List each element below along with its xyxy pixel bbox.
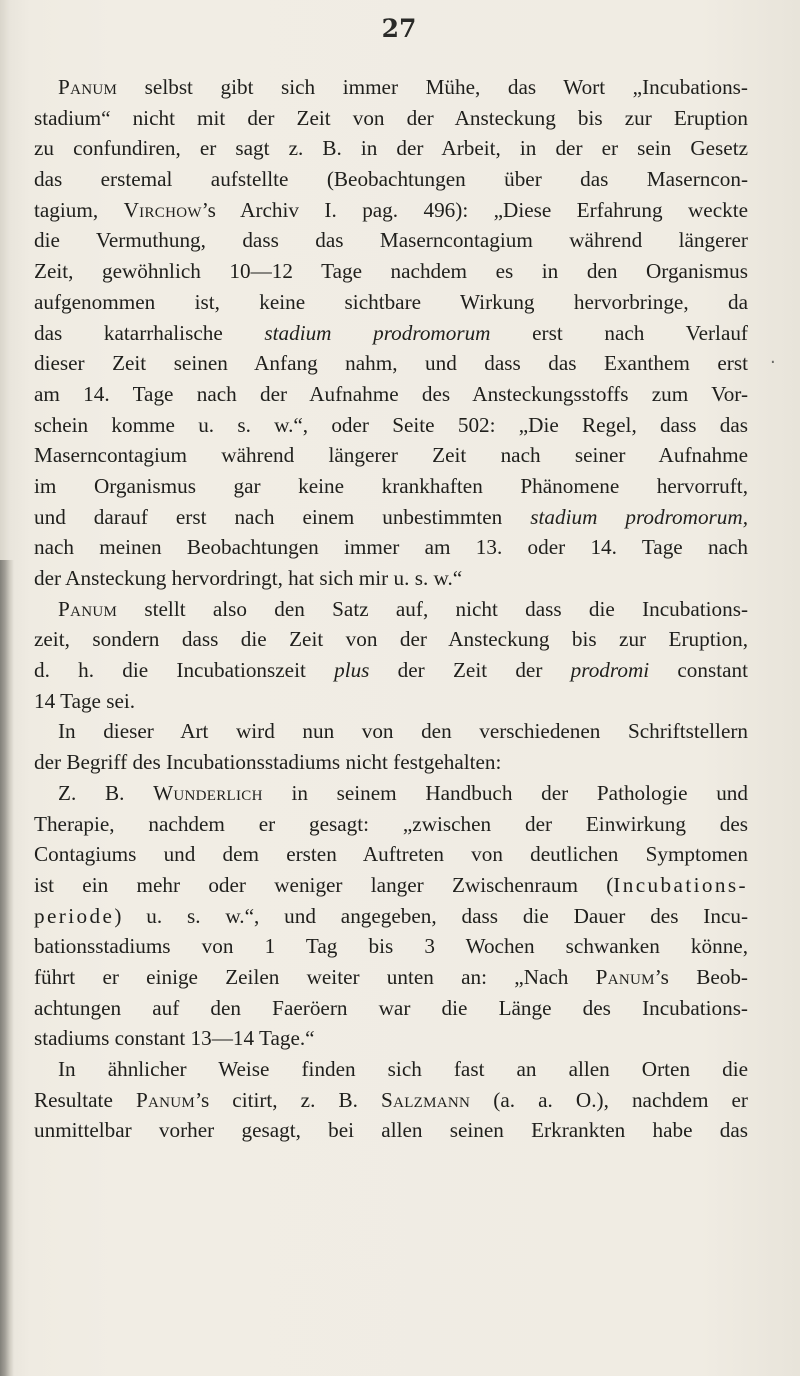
text-segment: zu confundiren, er sagt z. B. in der Arbeit, in der er sein Gesetz bbox=[34, 136, 748, 161]
text-segment: ’s Archiv I. pag. 496): „Diese Erfahrung weckte bbox=[201, 197, 748, 222]
text-segment: 14 Tage sei. bbox=[34, 688, 136, 713]
text-line bbox=[34, 716, 748, 747]
text-segment: ist ein mehr oder weniger langer Zwischenraum ( bbox=[34, 872, 614, 897]
spaced-term: Incubations- bbox=[613, 872, 748, 897]
text-line bbox=[34, 164, 748, 195]
text-line bbox=[34, 225, 748, 256]
text-line bbox=[34, 103, 748, 134]
text-line bbox=[34, 1115, 748, 1146]
author-name: Panum bbox=[135, 1087, 196, 1112]
text-segment: stadiums constant 13—14 Tage.“ bbox=[34, 1026, 315, 1051]
text-segment: Resultate bbox=[34, 1087, 136, 1112]
text-segment: In dieser Art wird nun von den verschiedenen Schriftstellern bbox=[58, 719, 748, 744]
text-segment: dieser Zeit seinen Anfang nahm, und dass das Exanthem erst bbox=[34, 351, 748, 376]
text-segment: die Vermuthung, dass das Maserncontagium während längerer bbox=[34, 228, 748, 253]
text-segment: tagium, bbox=[34, 197, 124, 222]
text-line bbox=[34, 1023, 748, 1054]
text-segment: Zeit, gewöhnlich 10—12 Tage nachdem es in den Organismus bbox=[34, 259, 748, 284]
text-line bbox=[34, 655, 748, 686]
margin-mark: · bbox=[770, 352, 776, 373]
text-segment: constant bbox=[649, 658, 748, 683]
text-line bbox=[34, 318, 748, 349]
text-line bbox=[34, 594, 748, 625]
text-segment: stadium“ nicht mit der Zeit von der Ansteckung bis zur Eruption bbox=[34, 105, 748, 130]
text-line bbox=[34, 962, 748, 993]
italic-term: prodromi bbox=[570, 658, 650, 683]
text-line bbox=[34, 624, 748, 655]
author-name: Virchow bbox=[123, 197, 202, 222]
text-segment: achtungen auf den Faeröern war die Länge des Incubations- bbox=[34, 995, 748, 1020]
text-segment: und darauf erst nach einem unbestimmten bbox=[34, 504, 531, 529]
text-segment: schein komme u. s. w.“, oder Seite 502: „Die Regel, dass das bbox=[34, 412, 748, 437]
text-segment: Therapie, nachdem er gesagt: „zwischen der Einwirkung des bbox=[34, 811, 748, 836]
text-segment: ’s citirt, z. B. bbox=[195, 1087, 381, 1112]
text-segment: aufgenommen ist, keine sichtbare Wirkung hervorbringe, da bbox=[34, 289, 748, 314]
text-segment: ) u. s. w.“, und angegeben, dass die Dauer des Incu- bbox=[114, 903, 748, 928]
text-line bbox=[34, 532, 748, 563]
author-name: Wunderlich bbox=[153, 780, 263, 805]
text-segment: zeit, sondern dass die Zeit von der Ansteckung bis zur Eruption, bbox=[34, 627, 748, 652]
text-segment: ’s Beob- bbox=[654, 964, 748, 989]
author-name: Panum bbox=[58, 596, 118, 621]
text-line bbox=[34, 256, 748, 287]
page-number: 27 bbox=[381, 14, 417, 43]
text-segment: der Ansteckung hervordringt, hat sich mir u. s. w.“ bbox=[34, 566, 463, 590]
text-segment: unmittelbar vorher gesagt, bei allen seinen Erkrankten habe das bbox=[34, 1118, 748, 1143]
text-line bbox=[34, 133, 748, 164]
text-line bbox=[34, 72, 748, 103]
text-line bbox=[34, 1054, 748, 1085]
text-line bbox=[34, 839, 748, 870]
text-line bbox=[34, 410, 748, 441]
text-line bbox=[34, 993, 748, 1024]
text-segment: selbst gibt sich immer Mühe, das Wort „Incubations- bbox=[117, 75, 748, 99]
text-line bbox=[34, 747, 748, 778]
author-name: Panum bbox=[595, 964, 655, 989]
text-line bbox=[34, 502, 748, 533]
italic-term: stadium prodromorum bbox=[264, 320, 491, 345]
text-segment: (a. a. O.), nachdem er bbox=[470, 1087, 748, 1112]
text-segment: das erstemal aufstellte (Beobachtungen über das Masernсon- bbox=[34, 167, 748, 192]
text-segment: im Organismus gar keine krankhaften Phänomene hervorruft, bbox=[34, 473, 748, 498]
text-segment: das katarrhalische bbox=[34, 320, 265, 345]
text-line bbox=[34, 440, 748, 471]
text-segment: In ähnlicher Weise finden sich fast an allen Orten die bbox=[58, 1057, 748, 1081]
text-line bbox=[34, 901, 748, 932]
text-segment: der Zeit der bbox=[369, 658, 571, 683]
text-segment: Contagiums und dem ersten Auftreten von deutlichen Symptomen bbox=[34, 842, 748, 867]
text-line bbox=[34, 287, 748, 318]
text-segment: führt er einige Zeilen weiter unten an: „Nach bbox=[34, 964, 596, 989]
text-segment: am 14. Tage nach der Aufnahme des Ansteckungsstoffs zum Vor- bbox=[34, 381, 748, 406]
text-segment: bationsstadiums von 1 Tag bis 3 Wochen schwanken könne, bbox=[34, 934, 748, 959]
text-segment: Maserncontagium während längerer Zeit nach seiner Aufnahme bbox=[34, 443, 748, 468]
text-segment: in seinem Handbuch der Pathologie und bbox=[262, 780, 748, 805]
text-line bbox=[34, 778, 748, 809]
author-name: Salzmann bbox=[381, 1087, 471, 1112]
text-line bbox=[34, 931, 748, 962]
italic-term: plus bbox=[334, 658, 370, 683]
text-line bbox=[34, 379, 748, 410]
text-line bbox=[34, 471, 748, 502]
text-line bbox=[34, 563, 748, 594]
text-segment: nach meinen Beobachtungen immer am 13. oder 14. Tage nach bbox=[34, 535, 748, 560]
text-segment: Z. B. bbox=[58, 780, 154, 805]
text-line bbox=[34, 870, 748, 901]
text-line bbox=[34, 686, 748, 717]
binding-shadow bbox=[0, 560, 14, 1376]
body-text bbox=[34, 72, 748, 1146]
spaced-term: periode bbox=[34, 903, 115, 928]
text-line bbox=[34, 1085, 748, 1116]
author-name: Panum bbox=[58, 75, 118, 99]
italic-term: stadium prodromorum, bbox=[530, 504, 748, 529]
text-segment: stellt also den Satz auf, nicht dass die Incubations- bbox=[117, 596, 748, 621]
text-line bbox=[34, 348, 748, 379]
text-segment: d. h. die Incubationszeit bbox=[34, 658, 335, 683]
text-segment: der Begriff des Incubationsstadiums nicht festgehalten: bbox=[34, 750, 502, 775]
text-segment: erst nach Verlauf bbox=[490, 320, 748, 345]
text-line bbox=[34, 809, 748, 840]
text-line bbox=[34, 195, 748, 226]
